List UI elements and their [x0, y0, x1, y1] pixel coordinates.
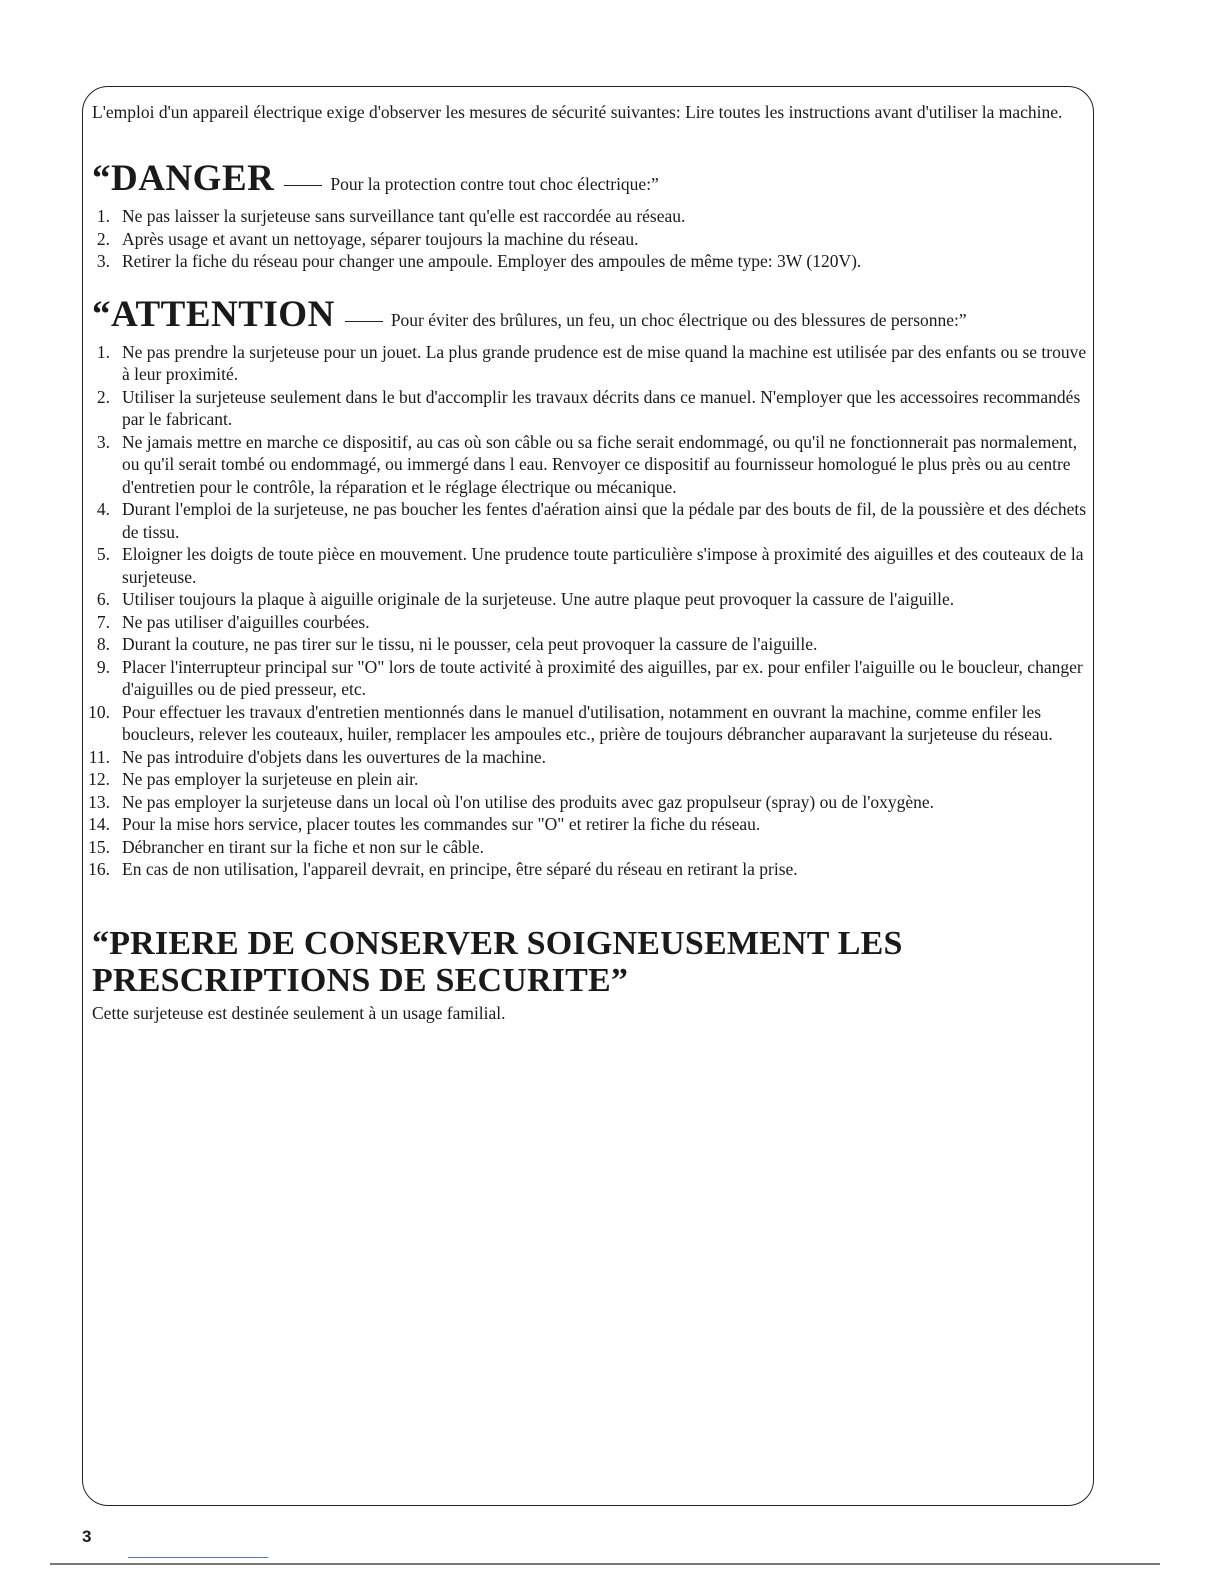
item-number: 10. [88, 701, 110, 722]
attention-subheading: Pour éviter des brûlures, un feu, un choc électrique ou des blessures de personne:” [390, 309, 967, 330]
item-text: Ne pas utiliser d'aiguilles courbées. [122, 611, 370, 632]
danger-heading: “DANGER [92, 158, 275, 199]
danger-list [92, 205, 1092, 273]
list-item [92, 386, 1092, 431]
item-text: Durant l'emploi de la surjeteuse, ne pas boucher les fentes d'aération ainsi que la pédale par des bouts de fil, de la poussière et des déchets de tissu. [122, 499, 1087, 542]
list-item [92, 611, 1092, 634]
item-text: Durant la couture, ne pas tirer sur le tissu, ni le pousser, cela peut provoquer la cassure de l'aiguille. [122, 634, 818, 654]
item-number: 8. [96, 634, 110, 654]
item-number: 5. [96, 544, 110, 564]
item-number: 16. [88, 859, 110, 879]
danger-subheading: Pour la protection contre tout choc électrique:” [330, 174, 659, 194]
list-item [88, 858, 1092, 881]
list-item [92, 656, 1092, 701]
item-number: 3. [96, 431, 110, 452]
item-number: 15. [88, 836, 110, 857]
usage-note: Cette surjeteuse est destinée seulement à un usage familial. [92, 1002, 506, 1023]
list-item [92, 341, 1092, 386]
item-text: Placer l'interrupteur principal sur "O" lors de toute activité à proximité des aiguilles, par ex. pour enfiler l'aiguille ou le boucleur, changer d'aiguilles ou de pied presseur, etc. [122, 656, 1083, 699]
attention-list [88, 341, 1092, 881]
attention-section [88, 293, 1092, 881]
list-item [92, 431, 1092, 499]
list-item [88, 791, 1092, 814]
footer-rule [50, 1563, 1160, 1565]
item-text: Débrancher en tirant sur la fiche et non sur le câble. [122, 836, 484, 857]
danger-heading-line [92, 159, 1092, 199]
page-content [88, 100, 1092, 1025]
item-text: Utiliser toujours la plaque à aiguille originale de la surjeteuse. Une autre plaque peut provoquer la cassure de l'aiguille. [122, 589, 955, 609]
item-text: Pour effectuer les travaux d'entretien mentionnés dans le manuel d'utilisation, notamment en ouvrant la machine, comme enfiler les boucleurs, relever les couteaux, huiler, remplacer les ampoules etc., prière de toujours débrancher auparavant la surjeteuse du réseau. [122, 701, 1053, 744]
item-number: 9. [96, 656, 110, 677]
list-item [88, 768, 1092, 791]
item-text: En cas de non utilisation, l'appareil devrait, en principe, être séparé du réseau en retirant la prise. [122, 859, 798, 879]
attention-heading-line [92, 295, 1092, 335]
item-text: Utiliser la surjeteuse seulement dans le but d'accomplir les travaux décrits dans ce manuel. N'employer que les accessoires recommandés par le fabricant. [122, 386, 1081, 429]
heading-dash [284, 185, 322, 186]
item-number: 6. [96, 589, 110, 609]
item-number: 14. [88, 814, 110, 834]
item-text: Après usage et avant un nettoyage, séparer toujours la machine du réseau. [122, 228, 639, 249]
list-item [92, 228, 1092, 251]
page-number: 3 [82, 1527, 92, 1546]
item-number: 4. [96, 499, 110, 519]
item-text: Ne jamais mettre en marche ce dispositif, au cas où son câble ou sa fiche serait endommagé, ou qu'il ne fonctionnerait pas normalement, ou qu'il serait tombé ou endommagé, ou immergé dans l eau. Renvoyer ce dispositif au fournisseur homologué le plus près ou au centre d'entretien pour le contrôle, la réparation et le réglage électrique ou mécanique. [122, 431, 1078, 497]
list-item [92, 498, 1092, 543]
item-number: 11. [88, 746, 110, 767]
list-item [88, 746, 1092, 769]
item-number: 2. [96, 228, 110, 249]
list-item [88, 701, 1092, 746]
item-number: 13. [88, 791, 110, 812]
list-item [88, 836, 1092, 859]
list-item [92, 588, 1092, 611]
keep-heading-line-2: PRESCRIPTIONS DE SECURITE” [92, 961, 629, 999]
danger-section [92, 159, 1092, 273]
item-text: Ne pas employer la surjeteuse en plein air. [122, 769, 419, 789]
keep-heading-line-1: “PRIERE DE CONSERVER SOIGNEUSEMENT LES [92, 924, 903, 962]
item-text: Ne pas employer la surjeteuse dans un local où l'on utilise des produits avec gaz propulseur (spray) ou de l'oxygène. [122, 791, 935, 812]
item-number: 1. [96, 341, 110, 362]
attention-heading: “ATTENTION [92, 293, 335, 335]
item-number: 1. [96, 206, 110, 226]
item-number: 2. [96, 386, 110, 407]
list-item [88, 813, 1092, 836]
item-text: Eloigner les doigts de toute pièce en mouvement. Une prudence toute particulière s'impose à proximité des aiguilles et des couteaux de la surjeteuse. [122, 544, 1084, 587]
item-text: Retirer la fiche du réseau pour changer une ampoule. Employer des ampoules de même type: 3W (120V). [122, 251, 862, 271]
intro-text: L'emploi d'un appareil électrique exige d'observer les mesures de sécurité suivantes: Lire toutes les instructions avant d'utiliser la machine. [92, 102, 1063, 122]
list-item [92, 543, 1092, 588]
item-text: Ne pas introduire d'objets dans les ouvertures de la machine. [122, 746, 546, 767]
item-number: 12. [88, 769, 110, 789]
footer-tab-line [128, 1557, 268, 1558]
list-item [92, 205, 1092, 228]
item-number: 3. [96, 251, 110, 271]
item-text: Ne pas prendre la surjeteuse pour un jouet. La plus grande prudence est de mise quand la machine est utilisée par des enfants ou se trouve à leur proximité. [122, 341, 1087, 384]
keep-heading [92, 925, 1092, 999]
item-text: Pour la mise hors service, placer toutes les commandes sur "O" et retirer la fiche du réseau. [122, 814, 761, 834]
list-item [92, 250, 1092, 273]
list-item [92, 633, 1092, 656]
item-number: 7. [96, 611, 110, 632]
item-text: Ne pas laisser la surjeteuse sans surveillance tant qu'elle est raccordée au réseau. [122, 206, 686, 226]
heading-dash [345, 321, 383, 322]
